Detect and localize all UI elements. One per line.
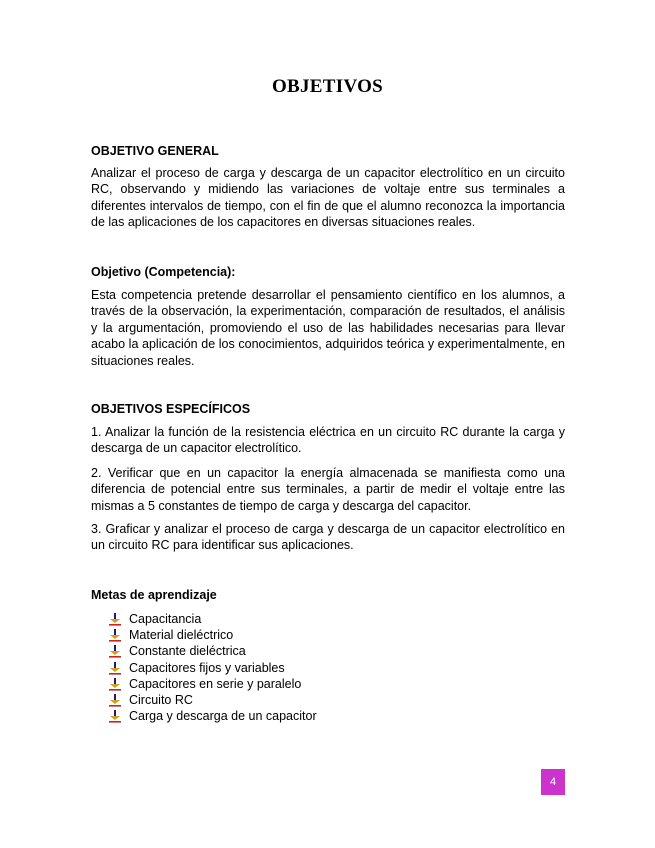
meta-label: Constante dieléctrica: [129, 644, 246, 659]
list-item: [108, 611, 317, 627]
down-arrow-icon: [108, 628, 122, 642]
meta-label: Capacitancia: [129, 612, 202, 627]
down-arrow-icon: [108, 709, 122, 723]
down-arrow-icon: [108, 677, 122, 691]
meta-label: Carga y descarga de un capacitor: [129, 709, 317, 724]
especifico-item-2: 2. Verificar que en un capacitor la energía almacenada se manifiesta como una diferencia de potencial entre sus terminales, a partir de medir el voltaje entre las mismas a 5 constantes de tiempo de carga y descarga del capacitor.: [91, 466, 565, 513]
competencia-heading: Objetivo (Competencia):: [91, 265, 236, 279]
especifico-item-1: 1. Analizar la función de la resistencia eléctrica en un circuito RC durante la carga y descarga de un capacitor electrolítico.: [91, 425, 565, 456]
down-arrow-icon: [108, 612, 122, 626]
list-item: [108, 660, 317, 676]
especificos-heading: OBJETIVOS ESPECÍFICOS: [91, 402, 251, 416]
meta-label: Material dieléctrico: [129, 628, 234, 643]
meta-label: Capacitores fijos y variables: [129, 660, 285, 675]
especifico-item-3: 3. Graficar y analizar el proceso de carga y descarga de un capacitor electrolítico en un circuito RC para identificar sus aplicaciones.: [91, 522, 565, 553]
meta-label: Circuito RC: [129, 693, 193, 708]
page-title: OBJETIVOS: [271, 76, 384, 97]
objetivo-general-heading: OBJETIVO GENERAL: [91, 144, 219, 158]
metas-list: [108, 611, 317, 724]
page-number-badge: 4: [541, 769, 565, 795]
down-arrow-icon: [108, 644, 122, 658]
list-item: [108, 627, 317, 643]
list-item: [108, 643, 317, 659]
objetivo-general-text: Analizar el proceso de carga y descarga de un capacitor electrolítico en un circuito RC, observando y midiendo las variaciones de voltaje entre sus terminales a diferentes intervalos de tiempo, con el fin de que el alumno reconozca la importancia de las aplicaciones de los capacitores en diversas situaciones reales.: [91, 166, 565, 230]
metas-heading: Metas de aprendizaje: [91, 588, 217, 602]
list-item: [108, 708, 317, 724]
list-item: [108, 692, 317, 708]
competencia-text: Esta competencia pretende desarrollar el pensamiento científico en los alumnos, a través de la observación, la experimentación, comparación de resultados, el análisis y la argumentación, promoviendo el uso de las habilidades necesarias para llevar acabo la aplicación de los conocimientos, adquiridos teórica y experimentalmente, en situaciones reales.: [91, 288, 565, 368]
meta-label: Capacitores en serie y paralelo: [129, 676, 302, 691]
down-arrow-icon: [108, 693, 122, 707]
down-arrow-icon: [108, 661, 122, 675]
list-item: [108, 676, 317, 692]
